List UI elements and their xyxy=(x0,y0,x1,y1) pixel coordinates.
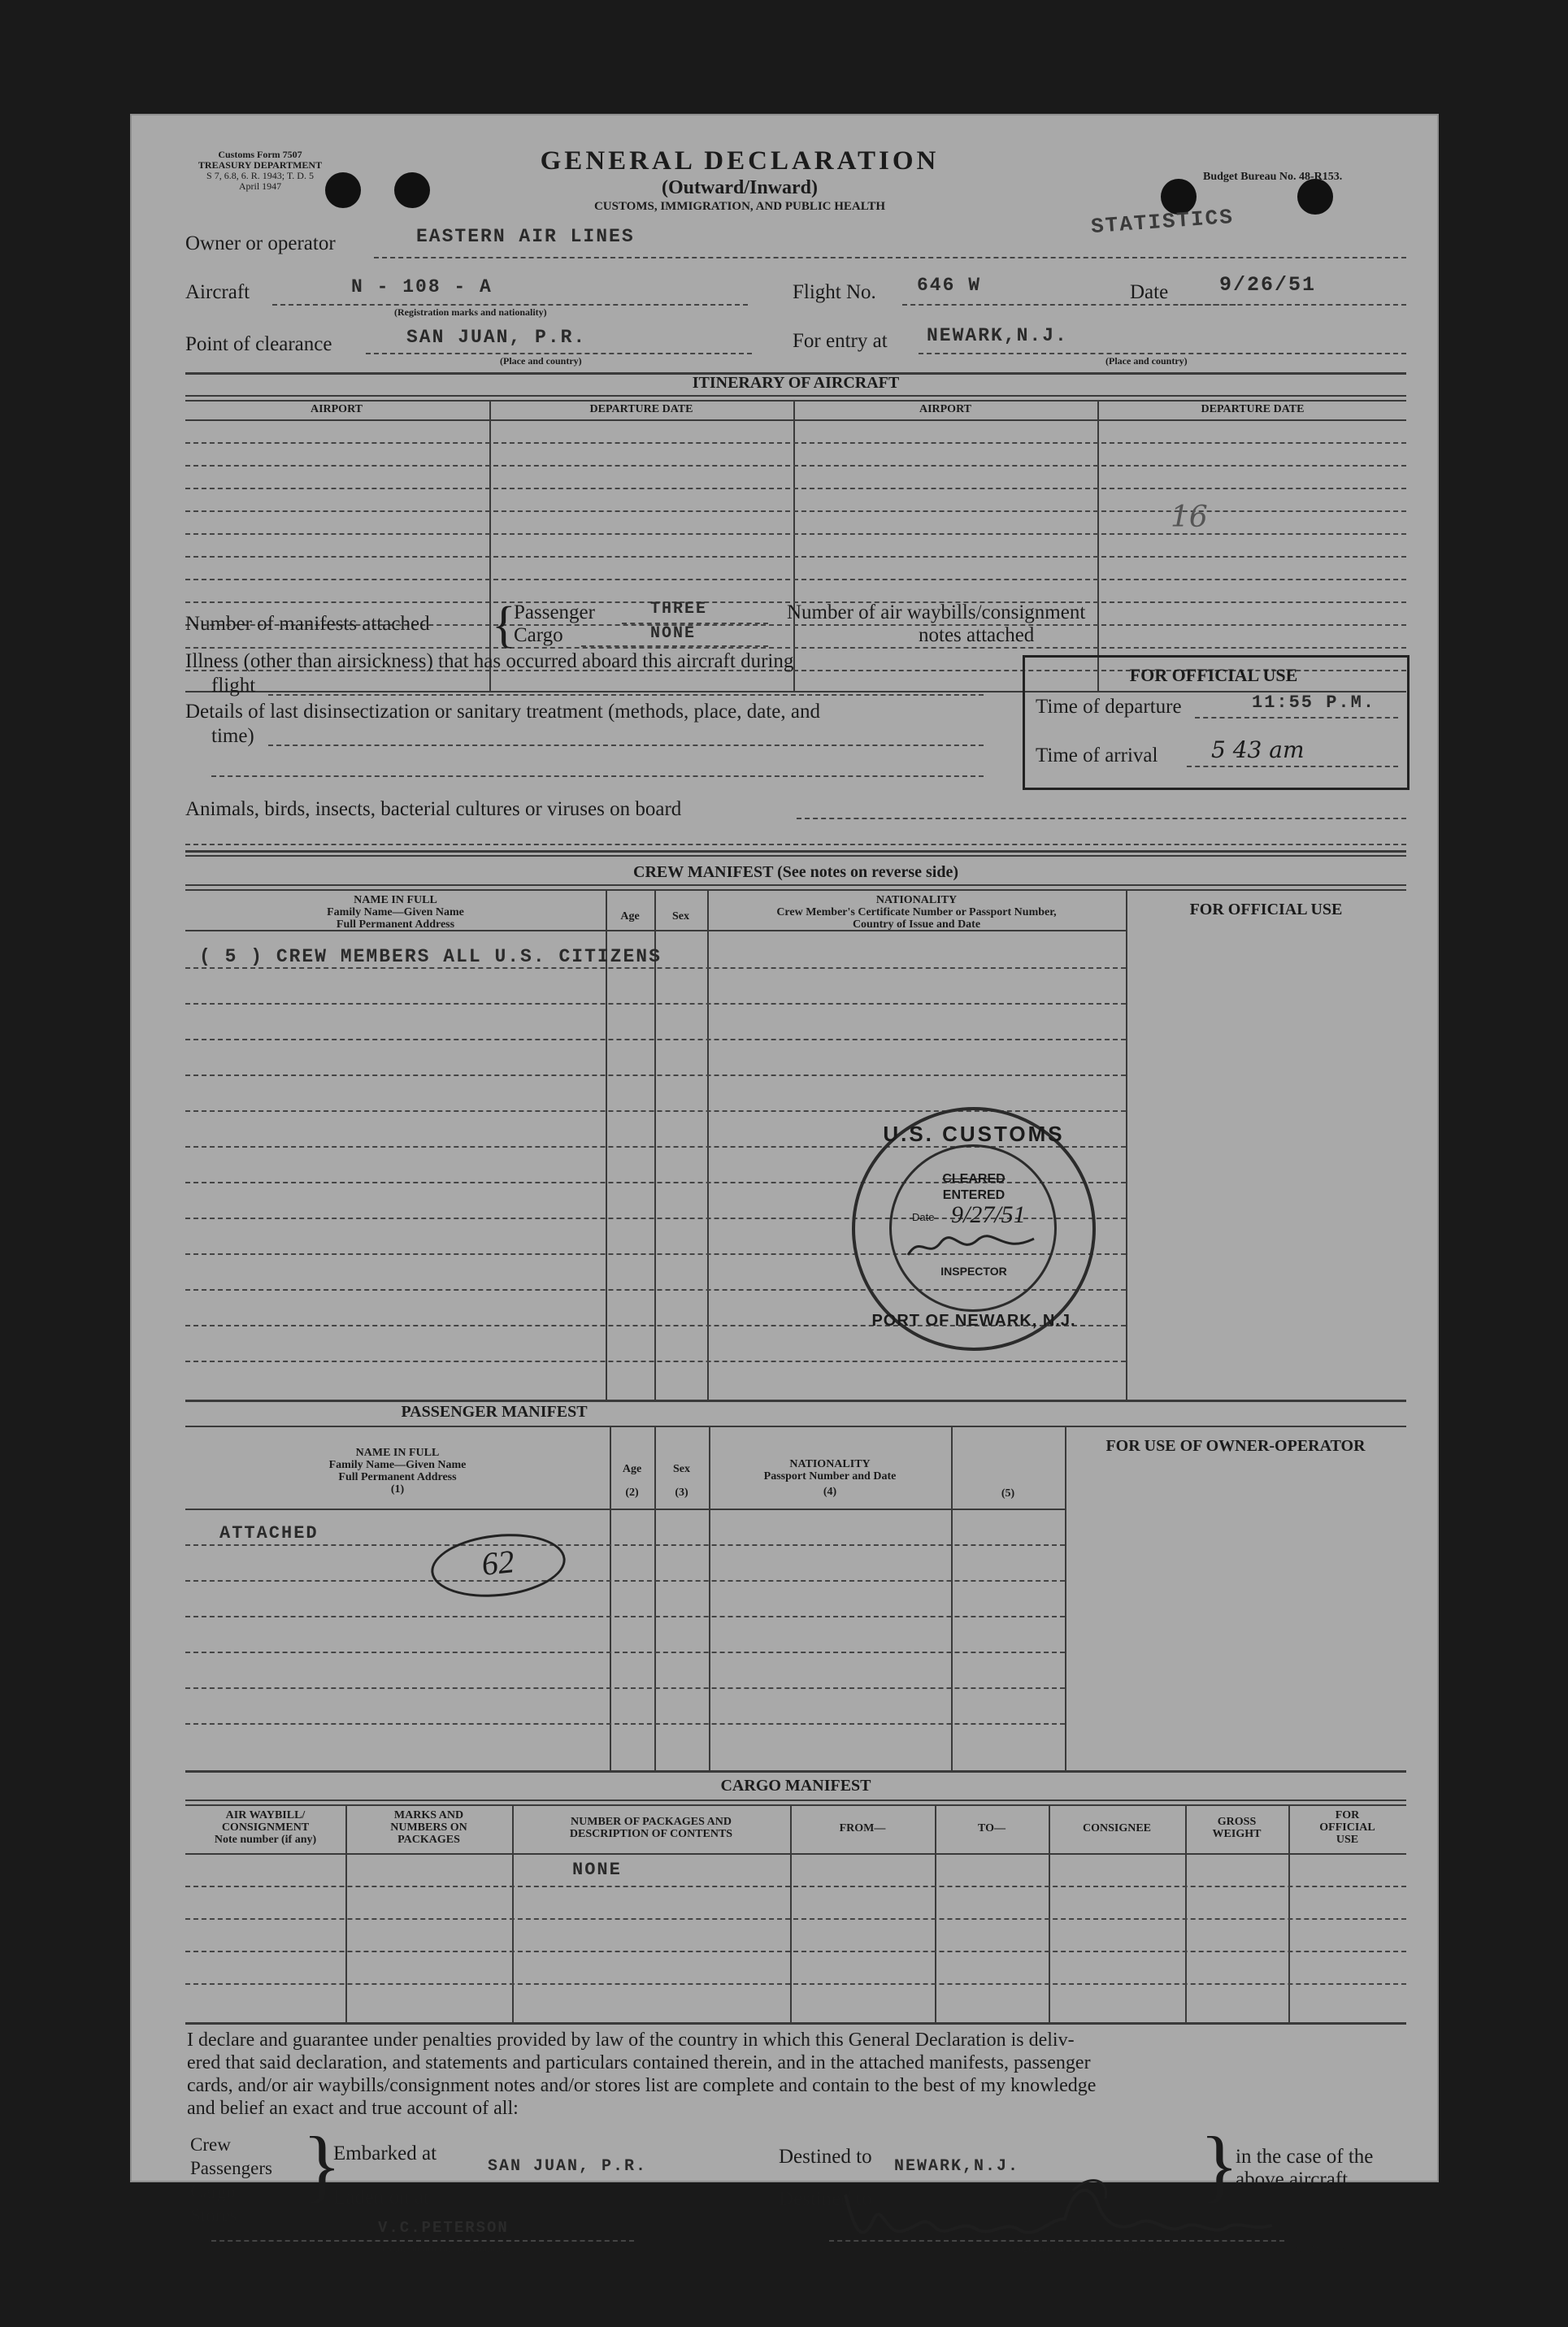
customs-stamp-initials xyxy=(904,1231,1042,1263)
brace: } xyxy=(302,2120,341,2210)
form-id-block xyxy=(179,150,341,192)
form-id-line: Customs Form 7507 xyxy=(218,149,302,160)
crew-age-header: Age xyxy=(620,910,640,923)
animals-line xyxy=(185,844,1406,845)
owner-label: Owner or operator xyxy=(185,232,336,254)
aircraft-value: N - 108 - A xyxy=(351,276,493,297)
cargo-entry: NONE xyxy=(572,1860,622,1880)
passenger-manifest-title: PASSENGER MANIFEST xyxy=(401,1403,588,1421)
aircraft-line xyxy=(272,304,748,306)
declaration-item: Cargo xyxy=(190,2182,236,2202)
budget-number: Budget Bureau No. 48-R153. xyxy=(1203,171,1343,183)
itinerary-row-line xyxy=(185,442,1406,444)
disinsection-line xyxy=(211,775,984,777)
customs-stamp xyxy=(852,1107,1096,1351)
customs-stamp-date-label: Date xyxy=(912,1211,935,1223)
itinerary-departure-header: DEPARTURE DATE xyxy=(1201,403,1305,415)
column-rule xyxy=(935,1804,936,2022)
crew-name-header-line: Family Name—Given Name xyxy=(327,906,464,918)
cargo-packages-header xyxy=(512,1816,790,1840)
embarked-label: Embarked at xyxy=(333,2142,437,2164)
passenger-col-number: (4) xyxy=(823,1486,837,1498)
column-rule xyxy=(1126,889,1127,1401)
itinerary-departure-header: DEPARTURE DATE xyxy=(589,403,693,415)
arrival-time-line xyxy=(1187,766,1398,767)
departure-time-value: 11:55 P.M. xyxy=(1252,692,1376,713)
disinsection-label: Details of last disinsectization or sanitary treatment (methods, place, date, and xyxy=(185,701,820,723)
case-label: in the case of the xyxy=(1236,2146,1374,2168)
rule xyxy=(185,1853,1406,1855)
flight-label: Flight No. xyxy=(793,281,876,303)
circled-number xyxy=(428,1528,568,1604)
rule xyxy=(185,400,1406,402)
passenger-col-number: (2) xyxy=(625,1487,639,1499)
cargo-manifest-title: CARGO MANIFEST xyxy=(720,1777,871,1795)
clearance-note: (Place and country) xyxy=(500,355,582,367)
passenger-entry: ATTACHED xyxy=(219,1523,319,1543)
crew-nationality-header-line: Crew Member's Certificate Number or Passport Number, xyxy=(776,906,1057,918)
form-title: GENERAL DECLARATION xyxy=(540,146,940,176)
cargo-manifest-value: NONE xyxy=(650,624,697,643)
form-id-line: TREASURY DEPARTMENT xyxy=(198,159,323,171)
rule xyxy=(185,1400,1406,1402)
clearance-line xyxy=(366,353,752,354)
rule xyxy=(185,395,1406,397)
crew-row-line xyxy=(185,967,1126,969)
rule xyxy=(185,1426,1406,1427)
arrival-time-value: 5 43 am xyxy=(1211,736,1305,763)
form-agencies: CUSTOMS, IMMIGRATION, AND PUBLIC HEALTH xyxy=(593,200,886,213)
form-subtitle: (Outward/Inward) xyxy=(661,177,818,198)
official-use-title: FOR OFFICIAL USE xyxy=(1129,665,1298,685)
arrival-time-label: Time of arrival xyxy=(1036,745,1158,766)
itinerary-airport-header: AIRPORT xyxy=(310,403,363,415)
brace: } xyxy=(1200,2120,1239,2210)
crew-nationality-header-line: Country of Issue and Date xyxy=(852,918,981,931)
crew-row-line xyxy=(185,1003,1126,1005)
customs-stamp-top-text: U.S. CUSTOMS xyxy=(883,1122,1065,1146)
rule xyxy=(185,1770,1406,1773)
print-code: c6—16—52255-1 xyxy=(1292,2242,1364,2254)
aircraft-note: (Registration marks and nationality) xyxy=(394,306,547,318)
owner-line xyxy=(374,257,1406,258)
cargo-row-line xyxy=(185,1886,1406,1887)
cargo-manifest-label: Cargo xyxy=(514,624,563,646)
rule xyxy=(185,930,1126,931)
punch-hole xyxy=(394,172,430,208)
illness-line xyxy=(268,694,984,696)
departure-time-line xyxy=(1195,717,1398,719)
cargo-header-line: DESCRIPTION OF CONTENTS xyxy=(569,1828,733,1840)
entry-line xyxy=(919,353,1406,354)
cargo-header-line: PACKAGES xyxy=(397,1834,460,1846)
itinerary-row-line xyxy=(185,465,1406,467)
column-rule xyxy=(1065,1426,1066,1770)
rule xyxy=(185,419,1406,421)
destined-label: Destined to xyxy=(779,2146,872,2168)
passenger-age-label: Age xyxy=(622,1463,642,1475)
clearance-value: SAN JUAN, P.R. xyxy=(406,327,587,348)
declaration-item: Crew xyxy=(190,2134,231,2155)
commander-value: V.C.PETERSON xyxy=(378,2219,509,2237)
crew-entry: ( 5 ) CREW MEMBERS ALL U.S. CITIZENS xyxy=(199,946,662,967)
waybills-label: Number of air waybills/consignment xyxy=(787,601,1086,623)
clearance-label: Point of clearance xyxy=(185,333,332,355)
statistics-stamp: STATISTICS xyxy=(1090,204,1235,240)
itinerary-row-line xyxy=(185,579,1406,580)
passenger-row-line xyxy=(185,1687,1065,1689)
cargo-waybill-header xyxy=(185,1809,345,1846)
passenger-name-header xyxy=(185,1447,610,1496)
rule xyxy=(185,1509,1065,1510)
declaration-items xyxy=(190,2133,272,2227)
crew-row-line xyxy=(185,1361,1126,1362)
cargo-header-line: WEIGHT xyxy=(1212,1828,1262,1840)
departure-time-label: Time of departure xyxy=(1036,696,1182,718)
form-id-line: April 1947 xyxy=(238,180,282,192)
passenger-row-line xyxy=(185,1723,1065,1725)
illness-label-2: flight xyxy=(211,675,256,697)
crew-official-header: FOR OFFICIAL USE xyxy=(1189,901,1343,918)
itinerary-row-line xyxy=(185,510,1406,512)
passenger-name-header-line: Full Permanent Address xyxy=(338,1471,457,1483)
passenger-age-header xyxy=(610,1463,654,1499)
rule xyxy=(185,884,1406,886)
passenger-row-line xyxy=(185,1616,1065,1617)
crew-name-header-line: NAME IN FULL xyxy=(354,894,437,906)
manifests-number-label: Number of manifests attached xyxy=(185,613,430,635)
itinerary-title: ITINERARY OF AIRCRAFT xyxy=(692,374,900,392)
customs-stamp-date-value: 9/27/51 xyxy=(951,1201,1026,1228)
passenger-row-line xyxy=(185,1652,1065,1653)
date-value: 9/26/51 xyxy=(1219,273,1317,297)
aircraft-label: Aircraft xyxy=(185,281,250,303)
customs-stamp-inspector: INSPECTOR xyxy=(940,1265,1007,1278)
animals-line xyxy=(797,818,1406,819)
cargo-header-line: OFFICIAL xyxy=(1319,1821,1375,1834)
passenger-nationality-label: NATIONALITY xyxy=(789,1458,871,1470)
crew-manifest-title: CREW MANIFEST (See notes on reverse side) xyxy=(633,863,958,881)
rule xyxy=(185,1804,1406,1806)
column-rule xyxy=(951,1426,953,1770)
rule xyxy=(185,889,1406,891)
cargo-consignee-header: CONSIGNEE xyxy=(1082,1822,1152,1834)
cargo-from-header: FROM— xyxy=(839,1822,886,1834)
cargo-header-line: NUMBERS ON xyxy=(390,1821,467,1834)
itinerary-handwritten-number: 16 xyxy=(1171,501,1208,534)
cargo-header-line: NUMBER OF PACKAGES AND xyxy=(571,1816,732,1828)
date-label: Date xyxy=(1130,281,1169,303)
cargo-header-line: CONSIGNMENT xyxy=(221,1821,310,1834)
customs-stamp-cleared: CLEARED xyxy=(942,1172,1006,1186)
declaration-text xyxy=(187,2029,1406,2120)
form-id-line: S 7, 6.8, 6. R. 1943; T. D. 5 xyxy=(206,170,314,181)
entry-label: For entry at xyxy=(793,330,888,352)
date-line xyxy=(1180,304,1406,306)
declaration-item: Stores xyxy=(190,2205,237,2225)
cargo-marks-header xyxy=(345,1809,512,1846)
cargo-header-line: GROSS xyxy=(1217,1816,1257,1828)
owner-value: EASTERN AIR LINES xyxy=(416,226,635,247)
declaration-item: Passengers xyxy=(190,2158,272,2178)
declaration-line: cards, and/or air waybills/consignment notes and/or stores list are complete and contain to the best of my knowledge xyxy=(187,2075,1097,2096)
crew-nationality-header xyxy=(707,894,1126,931)
cargo-header-line: Note number (if any) xyxy=(214,1834,317,1846)
customs-stamp-bottom-text: PORT OF NEWARK, N.J. xyxy=(871,1312,1076,1330)
customs-stamp-entered: ENTERED xyxy=(942,1188,1006,1202)
flight-value: 646 W xyxy=(917,275,982,296)
passenger-col-number: (3) xyxy=(675,1487,688,1499)
cargo-row-line xyxy=(185,1983,1406,1985)
punch-hole xyxy=(1297,179,1333,215)
disinsection-line xyxy=(268,745,984,746)
itinerary-airport-header: AIRPORT xyxy=(919,403,972,415)
crew-row-line xyxy=(185,1075,1126,1076)
destined-label-2: Destined to xyxy=(779,2188,872,2210)
rule xyxy=(185,850,1406,853)
rule xyxy=(185,2022,1406,2025)
cargo-weight-header xyxy=(1185,1816,1288,1840)
passenger-nationality-header xyxy=(709,1458,951,1498)
cargo-count-line xyxy=(581,645,768,647)
passenger-name-header-line: NAME IN FULL xyxy=(355,1447,440,1459)
declaration-form xyxy=(130,114,1439,2254)
passenger-col-number: (5) xyxy=(1001,1487,1015,1500)
itinerary-row-line xyxy=(185,647,1406,649)
circled-number-value: 62 xyxy=(480,1543,516,1582)
animals-label: Animals, birds, insects, bacterial cultures or viruses on board xyxy=(185,798,682,820)
column-rule xyxy=(1049,1804,1050,2022)
itinerary-row-line xyxy=(185,533,1406,535)
rule xyxy=(185,1800,1406,1801)
cargo-official-header xyxy=(1288,1809,1406,1846)
passenger-sex-label: Sex xyxy=(673,1463,690,1475)
cargo-row-line xyxy=(185,1951,1406,1952)
rule xyxy=(185,855,1406,857)
cargo-header-line: FOR xyxy=(1335,1809,1360,1821)
passenger-sex-header xyxy=(654,1463,709,1499)
passenger-nationality-label: Passport Number and Date xyxy=(763,1470,897,1483)
cargo-header-line: USE xyxy=(1336,1834,1359,1846)
itinerary-row-line xyxy=(185,556,1406,558)
cargo-row-line xyxy=(185,1918,1406,1920)
entry-value: NEWARK,N.J. xyxy=(927,325,1068,346)
owner-operator-use-header: FOR USE OF OWNER-OPERATOR xyxy=(1105,1437,1366,1455)
waybills-label-2: notes attached xyxy=(919,624,1035,646)
crew-name-header xyxy=(185,894,606,931)
declaration-line: I declare and guarantee under penalties provided by law of the country in which this General Declaration is deliv- xyxy=(187,2030,1075,2051)
destined-value: NEWARK,N.J. xyxy=(894,2157,1020,2176)
crew-sex-header: Sex xyxy=(672,910,689,923)
disinsection-label-2: time) xyxy=(211,725,254,747)
embarked-value: SAN JUAN, P.R. xyxy=(488,2157,648,2176)
laden-label: Laden on at xyxy=(333,2186,430,2208)
signature-note: (Signature of aircraft commander) xyxy=(1012,2242,1157,2254)
crew-name-header-line: Full Permanent Address xyxy=(336,918,455,931)
passenger-manifest-value: THREE xyxy=(650,600,708,619)
crew-row-line xyxy=(185,1039,1126,1040)
crew-nationality-header-line: NATIONALITY xyxy=(875,894,958,906)
passenger-manifest-label: Passenger xyxy=(514,601,595,623)
cargo-header-line: AIR WAYBILL/ xyxy=(225,1809,306,1821)
passenger-name-header-line: Family Name—Given Name xyxy=(328,1459,467,1471)
declaration-line: and belief an exact and true account of all: xyxy=(187,2098,519,2119)
declaration-line: ered that said declaration, and statements and particulars contained therein, and in the attached manifests, passenger xyxy=(187,2052,1091,2073)
case-label-2: above aircraft xyxy=(1236,2169,1349,2190)
itinerary-row-line xyxy=(185,488,1406,489)
passenger-col-number: (1) xyxy=(390,1483,405,1496)
entry-note: (Place and country) xyxy=(1105,355,1188,367)
column-rule xyxy=(790,1804,792,2022)
passenger-row-line xyxy=(185,1580,1065,1582)
passenger-row-line xyxy=(185,1544,1065,1546)
illness-label: Illness (other than airsickness) that has occurred aboard this aircraft during xyxy=(185,650,794,672)
commander-line xyxy=(211,2240,634,2242)
commander-note: (Name of aircraft commander) xyxy=(382,2242,510,2254)
cargo-to-header: TO— xyxy=(978,1822,1006,1834)
brace: { xyxy=(492,597,516,653)
cargo-header-line: MARKS AND xyxy=(393,1809,464,1821)
